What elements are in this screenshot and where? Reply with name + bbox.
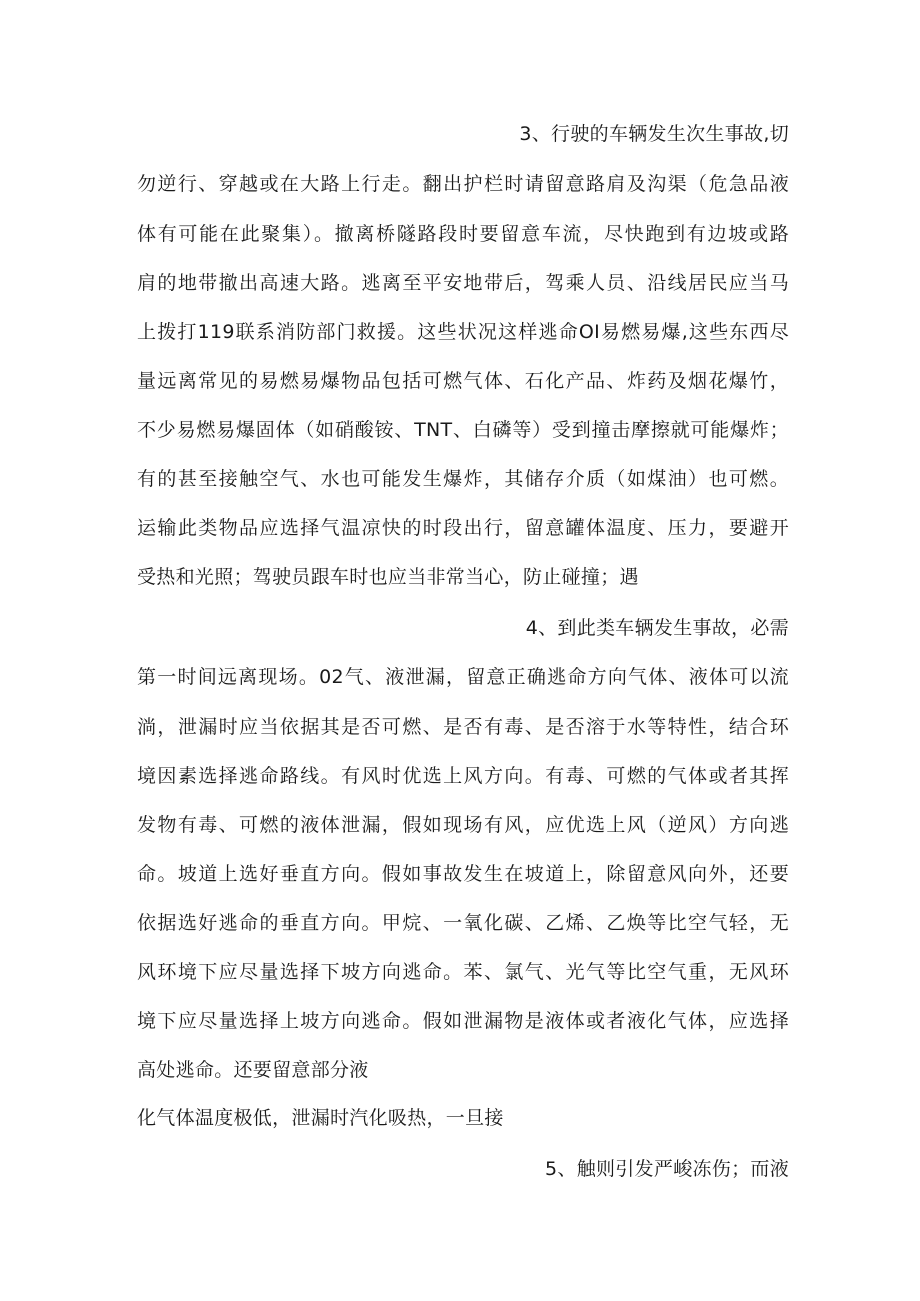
- text-line: 3、行驶的车辆发生次生事故,切: [519, 123, 789, 145]
- text-line: 发物有毒、可燃的液体泄漏，假如现场有风，应优选上风（逆风）方向逃: [137, 814, 789, 836]
- text-line: 淌，泄漏时应当依据其是否可燃、是否有毒、是否溶于水等特性，结合环: [137, 716, 789, 738]
- text-line: 化气体温度极低，泄漏时汽化吸热，一旦接: [137, 1107, 504, 1129]
- text-line: 不少易燃易爆固体（如硝酸铵、TNT、白磷等）受到撞击摩擦就可能爆炸；: [137, 419, 789, 441]
- text-line: 量远离常见的易燃易爆物品包括可燃气体、石化产品、炸药及烟花爆竹，: [137, 370, 789, 392]
- text-line: 体有可能在此聚集）。撤离桥隧路段时要留意车流，尽快跑到有边坡或路: [137, 223, 789, 245]
- text-line: 依据选好逃命的垂直方向。甲烷、一氧化碳、乙烯、乙焕等比空气轻，无: [137, 912, 789, 934]
- text-line: 上拨打119联系消防部门救援。这些状况这样逃命OI易燃易爆,这些东西尽: [137, 321, 789, 343]
- text-line: 高处逃命。还要留意部分液: [137, 1059, 369, 1081]
- text-line: 命。坡道上选好垂直方向。假如事故发生在坡道上，除留意风向外，还要: [137, 863, 789, 885]
- text-line: 运输此类物品应选择气温凉快的时段出行，留意罐体温度、压力，要避开: [137, 517, 789, 539]
- text-line: 第一时间远离现场。02气、液泄漏，留意正确逃命方向气体、液体可以流: [137, 666, 789, 688]
- text-line: 4、到此类车辆发生事故，必需: [525, 617, 789, 639]
- text-line: 风环境下应尽量选择下坡方向逃命。苯、氯气、光气等比空气重，无风环: [137, 961, 789, 983]
- text-line: 境因素选择逃命路线。有风时优选上风方向。有毒、可燃的气体或者其挥: [137, 765, 789, 787]
- text-line: 5、触则引发严峻冻伤；而液: [545, 1158, 789, 1180]
- text-line: 肩的地带撤出高速大路。逃离至平安地带后，驾乘人员、沿线居民应当马: [137, 272, 789, 294]
- text-line: 境下应尽量选择上坡方向逃命。假如泄漏物是液体或者液化气体，应选择: [137, 1010, 789, 1032]
- text-line: 勿逆行、穿越或在大路上行走。翻出护栏时请留意路肩及沟渠（危急品液: [137, 173, 789, 195]
- text-line: 受热和光照；驾驶员跟车时也应当非常当心，防止碰撞；遇: [137, 566, 639, 588]
- text-line: 有的甚至接触空气、水也可能发生爆炸，其储存介质（如煤油）也可燃。: [137, 468, 789, 490]
